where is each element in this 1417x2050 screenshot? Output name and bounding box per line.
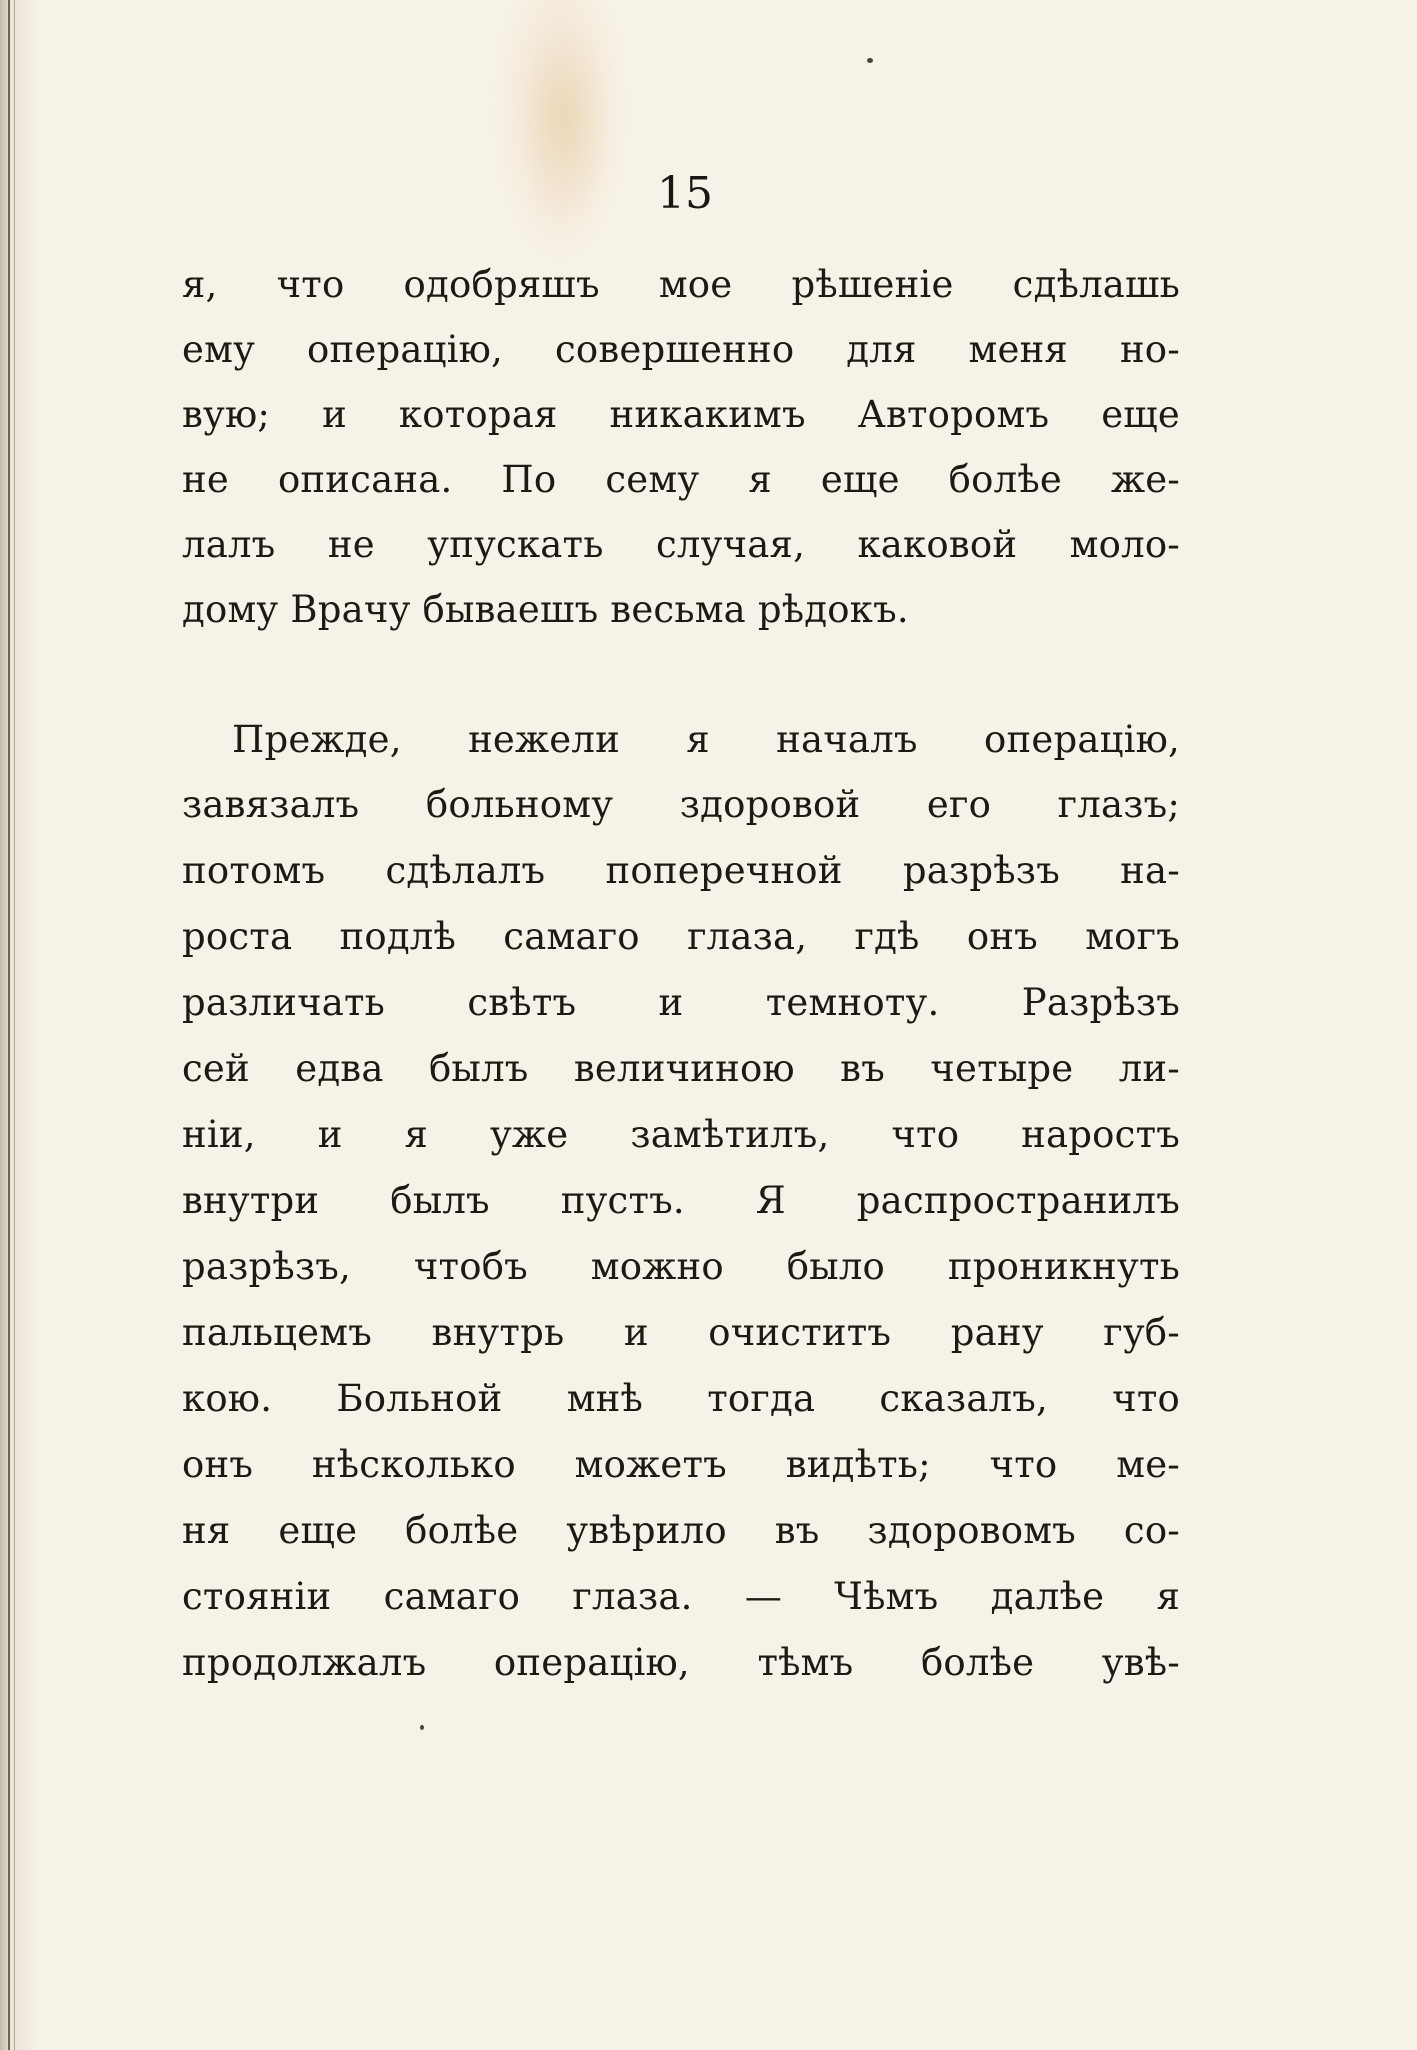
text-line: ніи, и я уже замѣтилъ, что наростъ (182, 1113, 1180, 1156)
text-line: Прежде, нежели я началъ операцію, (232, 718, 1180, 761)
text-line: не описана. По сему я еще болѣе же- (182, 458, 1180, 501)
page-number: 15 (657, 168, 713, 219)
text-line: онъ нѣсколько можетъ видѣть; что ме- (182, 1443, 1180, 1486)
ink-speck (867, 58, 873, 63)
text-line: потомъ сдѣлалъ поперечной разрѣзъ на- (182, 849, 1180, 892)
text-line: продолжалъ операцію, тѣмъ болѣе увѣ- (182, 1641, 1180, 1684)
text-line: я, что одобряшъ мое рѣшеніе сдѣлашь (182, 263, 1180, 306)
binding-edge-shadow (14, 0, 15, 2050)
text-line: различать свѣтъ и темноту. Разрѣзъ (182, 981, 1180, 1024)
text-line: роста подлѣ самаго глаза, гдѣ онъ могъ (182, 915, 1180, 958)
text-line: внутри былъ пустъ. Я распространилъ (182, 1179, 1180, 1222)
text-line: ему операцію, совершенно для меня но- (182, 328, 1180, 371)
ink-speck (420, 1725, 424, 1730)
text-line: дому Врачу бываешъ весьма рѣдокъ. (182, 588, 909, 631)
text-line: кою. Больной мнѣ тогда сказалъ, что (182, 1377, 1180, 1420)
text-line: стояніи самаго глаза. — Чѣмъ далѣе я (182, 1575, 1180, 1618)
binding-edge (8, 0, 10, 2050)
text-line: лалъ не упускать случая, каковой моло- (182, 523, 1180, 566)
text-line: сей едва былъ величиною въ четыре ли- (182, 1047, 1180, 1090)
text-line: ня еще болѣе увѣрило въ здоровомъ со- (182, 1509, 1180, 1552)
text-line: завязалъ больному здоровой его глазъ; (182, 783, 1180, 826)
text-line: пальцемъ внутрь и очиститъ рану губ- (182, 1311, 1180, 1354)
text-line: разрѣзъ, чтобъ можно было проникнуть (182, 1245, 1180, 1288)
text-line: вую; и которая никакимъ Авторомъ еще (182, 393, 1180, 436)
